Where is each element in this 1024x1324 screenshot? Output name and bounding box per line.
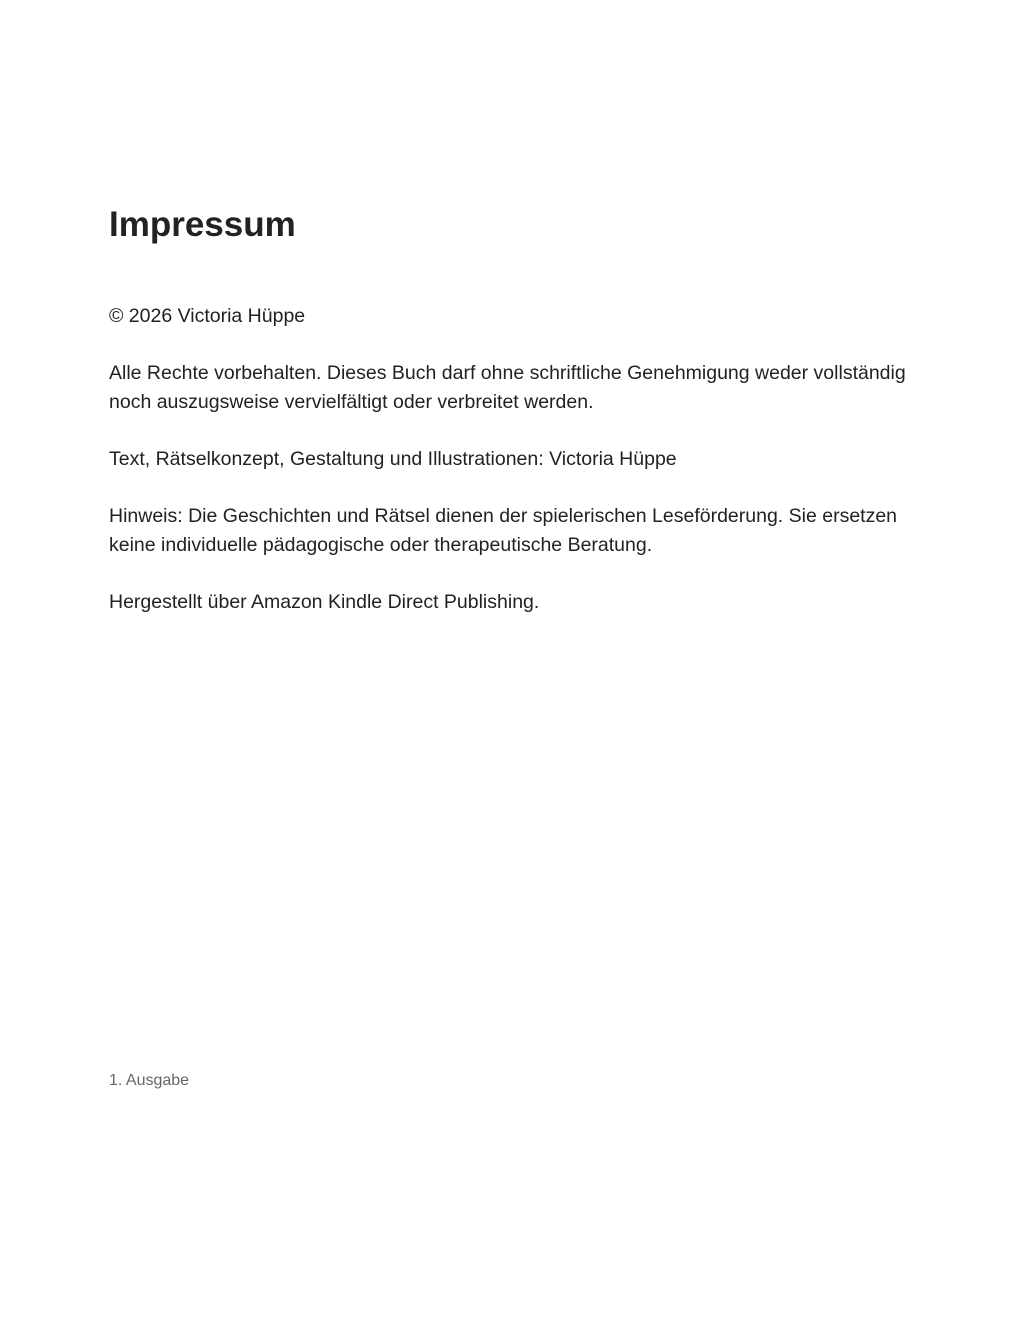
impressum-page xyxy=(109,0,909,1324)
publisher-paragraph: Hergestellt über Amazon Kindle Direct Publishing. xyxy=(109,591,540,613)
credits-paragraph: Text, Rätselkonzept, Gestaltung und Illustrationen: Victoria Hüppe xyxy=(109,448,677,470)
rights-paragraph: Alle Rechte vorbehalten. Dieses Buch darf ohne schriftliche Genehmigung weder vollständig noch auszugsweise vervielfältigt oder verbreitet werden. xyxy=(109,362,906,413)
copyright-line: © 2026 Victoria Hüppe xyxy=(109,305,306,327)
page-title: Impressum xyxy=(109,205,296,244)
edition-label: 1. Ausgabe xyxy=(109,1072,190,1089)
notice-paragraph: Hinweis: Die Geschichten und Rätsel dienen der spielerischen Leseförderung. Sie ersetzen keine individuelle pädagogische oder therapeutische Beratung. xyxy=(109,505,898,556)
